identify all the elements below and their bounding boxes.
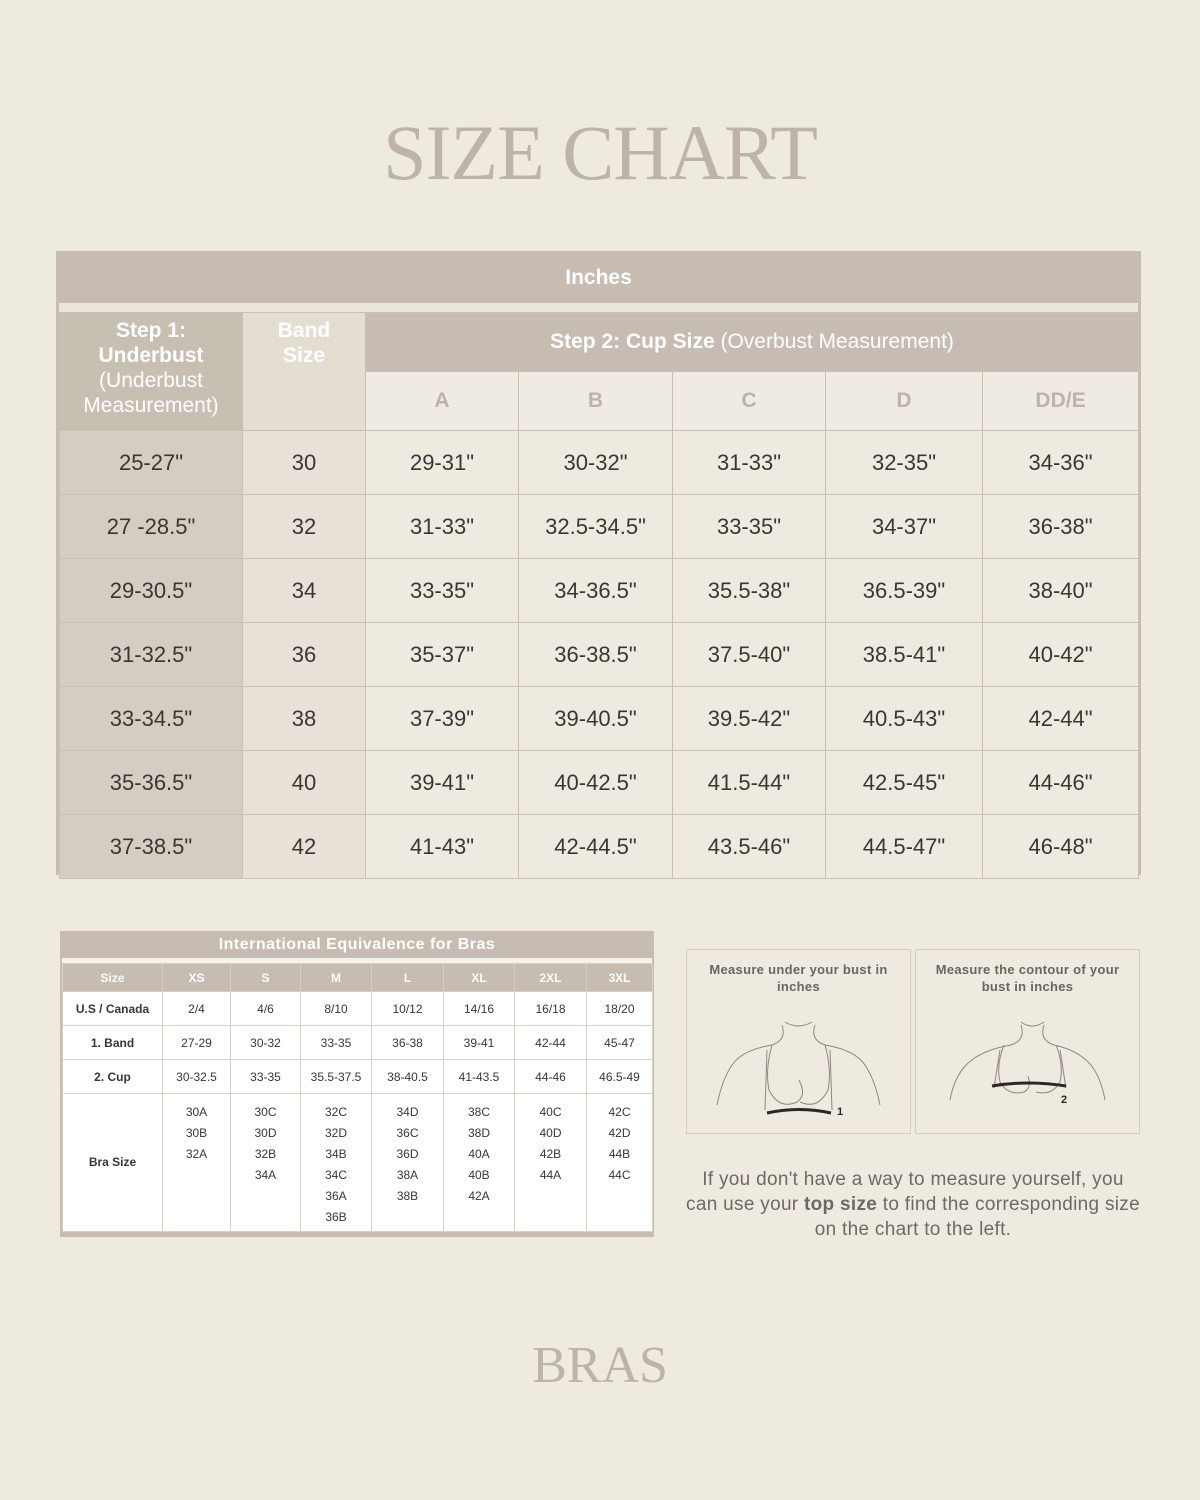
intl-cell: 38-40.5	[372, 1060, 444, 1094]
bra-size-cell	[231, 1094, 301, 1232]
bra-size-row	[63, 1094, 653, 1232]
step1-header	[60, 313, 243, 431]
page-title: SIZE CHART	[383, 109, 817, 196]
cup-measurement-cell: 33-35"	[366, 559, 519, 623]
size-row	[60, 687, 1139, 751]
note-emphasis: top size	[804, 1194, 878, 1215]
intl-cell: 30-32	[231, 1026, 301, 1060]
size-row	[60, 623, 1139, 687]
bra-size-value: 34A	[254, 1168, 277, 1182]
intl-header: International Equivalence for Bras	[218, 936, 496, 953]
underbust-cell: 25-27"	[60, 431, 243, 495]
bra-size-cell	[163, 1094, 231, 1232]
underbust-cell: 31-32.5"	[60, 623, 243, 687]
bra-size-value: 30D	[254, 1126, 277, 1140]
cup-measurement-cell: 30-32"	[519, 431, 673, 495]
intl-cell: S	[231, 964, 301, 992]
bra-size-value: 40D	[539, 1126, 562, 1140]
cup-measurement-cell: 42-44"	[983, 687, 1139, 751]
cup-measurement-cell: 39-40.5"	[519, 687, 673, 751]
bra-size-value: 32B	[254, 1147, 277, 1161]
intl-cell: 46.5-49	[587, 1060, 653, 1094]
band-size-cell: 30	[243, 431, 366, 495]
intl-cell: M	[301, 964, 372, 992]
cup-letter-header: D	[826, 372, 983, 431]
band-size-cell: 36	[243, 623, 366, 687]
bra-size-value: 32A	[185, 1147, 208, 1161]
cup-measurement-cell: 42.5-45"	[826, 751, 983, 815]
cup-measurement-cell: 42-44.5"	[519, 815, 673, 879]
cup-letter-header: A	[366, 372, 519, 431]
cup-measurement-cell: 46-48"	[983, 815, 1139, 879]
note-text-end: to find the corresponding size on the chart to the left.	[814, 1194, 1140, 1240]
bra-size-value: 34C	[324, 1168, 347, 1182]
measure-underbust-panel	[686, 949, 911, 1134]
intl-cell: 41-43.5	[444, 1060, 515, 1094]
intl-cell: 3XL	[587, 964, 653, 992]
intl-cell: 16/18	[515, 992, 587, 1026]
cup-measurement-cell: 39.5-42"	[673, 687, 826, 751]
bra-size-value: 38A	[396, 1168, 419, 1182]
intl-cell: 2XL	[515, 964, 587, 992]
cup-letter-header: C	[673, 372, 826, 431]
intl-cell: 44-46	[515, 1060, 587, 1094]
underbust-cell: 37-38.5"	[60, 815, 243, 879]
cup-measurement-cell: 43.5-46"	[673, 815, 826, 879]
band-size-cell: 42	[243, 815, 366, 879]
cup-measurement-cell: 44-46"	[983, 751, 1139, 815]
cup-measurement-cell: 40.5-43"	[826, 687, 983, 751]
intl-cell: 33-35	[231, 1060, 301, 1094]
cup-measurement-cell: 34-36"	[983, 431, 1139, 495]
cup-measurement-cell: 40-42.5"	[519, 751, 673, 815]
band-size-cell: 40	[243, 751, 366, 815]
bra-size-value: 34B	[325, 1147, 347, 1161]
cup-measurement-cell: 32.5-34.5"	[519, 495, 673, 559]
bra-size-cell	[372, 1094, 444, 1232]
bra-size-value: 32C	[324, 1105, 347, 1119]
measure-overbust-panel	[915, 949, 1140, 1134]
step1-underbust-label: Underbust	[98, 344, 204, 367]
cup-letter-header: DD/E	[983, 372, 1139, 431]
step2-sub-label: (Overbust Measurement)	[720, 330, 954, 353]
overbust-illustration-icon	[916, 1010, 1139, 1130]
band-size-cell: 32	[243, 495, 366, 559]
cup-measurement-cell: 31-33"	[673, 431, 826, 495]
cup-measurement-cell: 36-38.5"	[519, 623, 673, 687]
bra-size-value: 30B	[185, 1126, 208, 1140]
bra-size-value: 42B	[539, 1147, 562, 1161]
step1-sub-label: (Underbust Measurement)	[83, 369, 219, 417]
divider	[59, 303, 1138, 312]
bra-size-value: 44A	[539, 1168, 562, 1182]
intl-cell: 8/10	[301, 992, 372, 1026]
cup-measurement-cell: 37-39"	[366, 687, 519, 751]
cup-row	[63, 1060, 653, 1094]
bra-size-value: 36A	[325, 1189, 347, 1203]
cup-measurement-cell: 36.5-39"	[826, 559, 983, 623]
row-label: Bra Size	[63, 1094, 163, 1232]
intl-cell: 14/16	[444, 992, 515, 1026]
measure-step-number: 1	[837, 1106, 844, 1118]
cup-measurement-cell: 41.5-44"	[673, 751, 826, 815]
bra-size-value: 30A	[185, 1105, 208, 1119]
bra-size-value: 38D	[467, 1126, 490, 1140]
cup-measurement-cell: 39-41"	[366, 751, 519, 815]
intl-cell: 42-44	[515, 1026, 587, 1060]
underbust-cell: 29-30.5"	[60, 559, 243, 623]
band-size-cell: 38	[243, 687, 366, 751]
intl-cell: 27-29	[163, 1026, 231, 1060]
cup-measurement-cell: 38-40"	[983, 559, 1139, 623]
underbust-cell: 33-34.5"	[60, 687, 243, 751]
underbust-illustration-icon	[687, 1010, 910, 1130]
cup-measurement-cell: 37.5-40"	[673, 623, 826, 687]
cup-measurement-cell: 35.5-38"	[673, 559, 826, 623]
bra-size-value: 38B	[396, 1189, 419, 1203]
bra-size-value: 40B	[468, 1168, 490, 1182]
cup-measurement-cell: 40-42"	[983, 623, 1139, 687]
band-size-header	[243, 313, 366, 431]
panel-instruction: Measure under your bust in inches	[709, 962, 888, 994]
cup-measurement-cell: 32-35"	[826, 431, 983, 495]
cup-measurement-cell: 41-43"	[366, 815, 519, 879]
size-row	[60, 431, 1139, 495]
intl-cell: 4/6	[231, 992, 301, 1026]
cup-measurement-cell: 35-37"	[366, 623, 519, 687]
bra-size-value: 30C	[254, 1105, 277, 1119]
intl-cell: 30-32.5	[163, 1060, 231, 1094]
bra-size-value: 32D	[324, 1126, 347, 1140]
bra-size-value: 42A	[468, 1189, 490, 1203]
bra-size-value: 36C	[396, 1126, 419, 1140]
intl-cell: L	[372, 964, 444, 992]
size-chart-table	[56, 251, 1141, 875]
cup-measurement-cell: 38.5-41"	[826, 623, 983, 687]
category-title: BRAS	[532, 1337, 668, 1394]
band-label: Band	[277, 319, 331, 342]
bra-size-value: 40C	[539, 1105, 562, 1119]
underbust-cell: 27 -28.5"	[60, 495, 243, 559]
intl-cell: 10/12	[372, 992, 444, 1026]
step2-header	[366, 313, 1139, 372]
intl-cell: 35.5-37.5	[301, 1060, 372, 1094]
size-header-row	[63, 964, 653, 992]
main-size-grid	[59, 312, 1139, 879]
cup-measurement-cell: 34-37"	[826, 495, 983, 559]
band-size-cell: 34	[243, 559, 366, 623]
bra-size-cell	[444, 1094, 515, 1232]
step1-label: Step 1:	[115, 319, 186, 342]
row-label: 1. Band	[63, 1026, 163, 1060]
intl-cell: XS	[163, 964, 231, 992]
panel-instruction: Measure the contour of your bust in inches	[935, 962, 1120, 994]
bra-size-value: 36D	[396, 1147, 419, 1161]
cup-measurement-cell: 31-33"	[366, 495, 519, 559]
step2-label: Step 2: Cup Size	[550, 330, 715, 353]
cup-letter-header: B	[519, 372, 673, 431]
bra-size-value: 38C	[467, 1105, 490, 1119]
intl-cell: 18/20	[587, 992, 653, 1026]
intl-grid	[62, 963, 653, 1232]
units-header: Inches	[565, 266, 632, 289]
international-equivalence-table	[60, 931, 654, 1237]
band-row	[63, 1026, 653, 1060]
cup-measurement-cell: 33-35"	[673, 495, 826, 559]
bra-size-value: 42C	[608, 1105, 631, 1119]
intl-cell: 2/4	[163, 992, 231, 1026]
size-row	[60, 559, 1139, 623]
measure-step-number: 2	[1061, 1094, 1068, 1106]
intl-cell: 45-47	[587, 1026, 653, 1060]
measure-note	[684, 1167, 1142, 1242]
size-label: Size	[282, 344, 326, 367]
size-row	[60, 815, 1139, 879]
size-row	[60, 495, 1139, 559]
bra-size-value: 44C	[608, 1168, 631, 1182]
bra-size-cell	[515, 1094, 587, 1232]
row-label: U.S / Canada	[63, 992, 163, 1026]
note-text: If you don't have a way to measure yourself, you can use your	[686, 1169, 1124, 1215]
bra-size-value: 36B	[325, 1210, 347, 1224]
row-label: Size	[63, 964, 163, 992]
intl-cell: 36-38	[372, 1026, 444, 1060]
bra-size-cell	[587, 1094, 653, 1232]
bra-size-cell	[301, 1094, 372, 1232]
bra-size-value: 42D	[608, 1126, 631, 1140]
bra-size-value: 40A	[468, 1147, 490, 1161]
row-label: 2. Cup	[63, 1060, 163, 1094]
bra-size-value: 44B	[608, 1147, 631, 1161]
cup-measurement-cell: 34-36.5"	[519, 559, 673, 623]
intl-cell: 33-35	[301, 1026, 372, 1060]
cup-measurement-cell: 36-38"	[983, 495, 1139, 559]
underbust-cell: 35-36.5"	[60, 751, 243, 815]
bra-size-value: 34D	[396, 1105, 419, 1119]
cup-measurement-cell: 44.5-47"	[826, 815, 983, 879]
intl-cell: XL	[444, 964, 515, 992]
intl-cell: 39-41	[444, 1026, 515, 1060]
cup-measurement-cell: 29-31"	[366, 431, 519, 495]
us-canada-row	[63, 992, 653, 1026]
size-row	[60, 751, 1139, 815]
